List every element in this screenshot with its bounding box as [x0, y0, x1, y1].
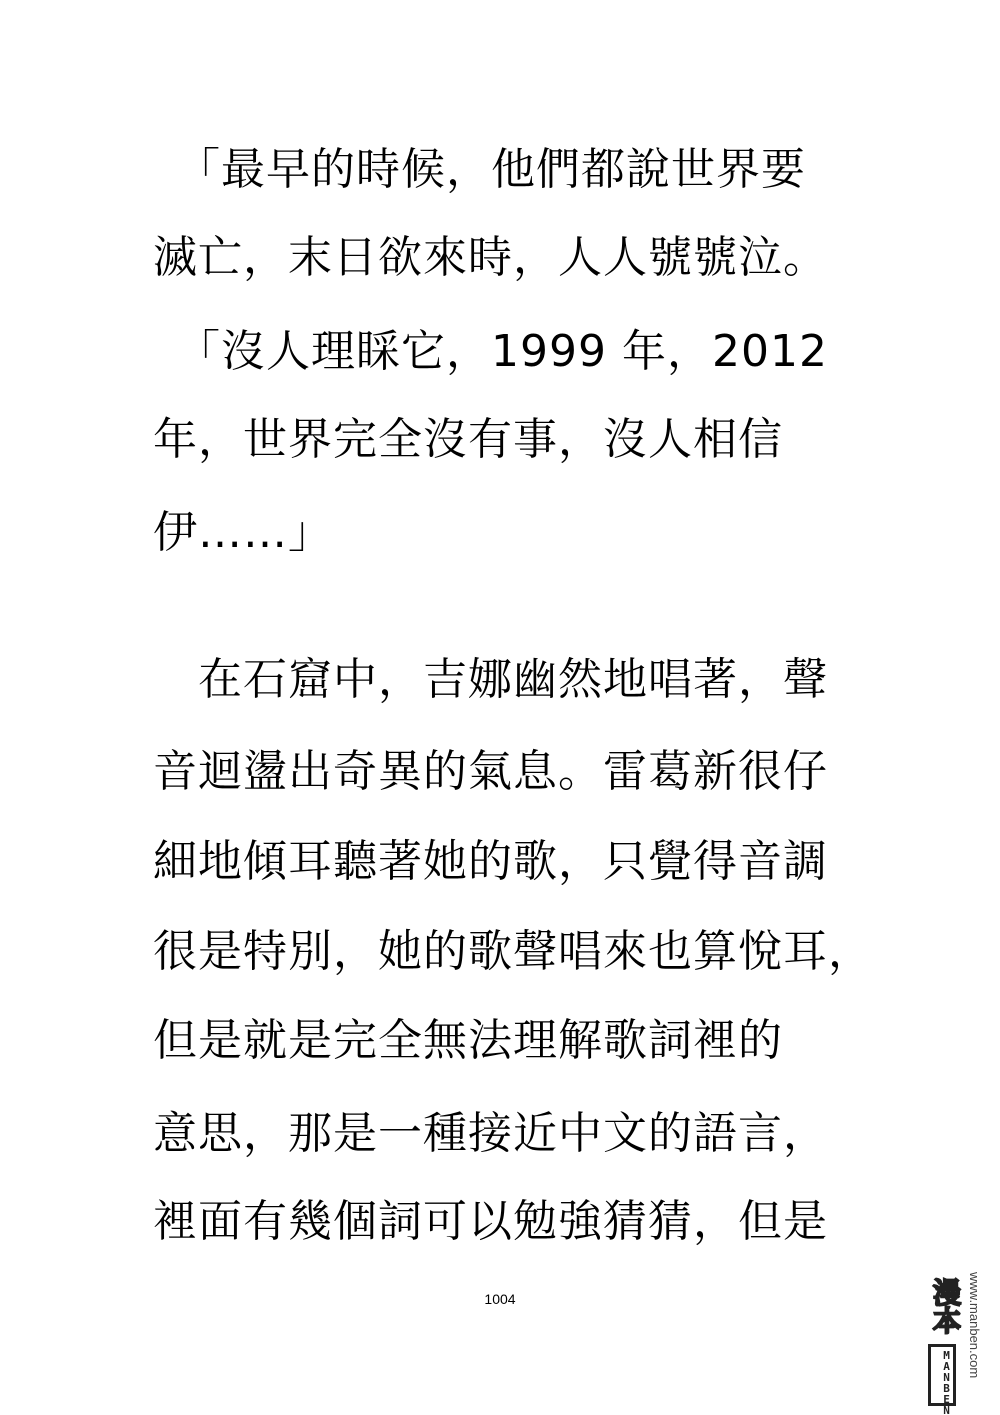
watermark-logo [928, 1268, 992, 1415]
page-number: 1004 [484, 1291, 516, 1307]
text-line-2: 滅亡，末日欲來時，人人號號泣。 [153, 232, 828, 283]
text-line-10: 但是就是完全無法理解歌詞裡的 [153, 1015, 783, 1066]
watermark-title: 漫本 [929, 1278, 962, 1334]
watermark-box: MANBEN [928, 1344, 956, 1406]
text-line-11: 意思，那是一種接近中文的語言， [153, 1108, 828, 1159]
text-line-8: 細地傾耳聽著她的歌，只覺得音調 [153, 836, 828, 887]
text-line-12: 裡面有幾個詞可以勉強猜猜，但是 [153, 1196, 828, 1247]
text-line-9: 很是特別，她的歌聲唱來也算悅耳， [153, 926, 873, 977]
text-line-7: 音迴盪出奇異的氣息。雷葛新很仔 [153, 746, 828, 797]
watermark-site: www.manben.com [967, 1272, 982, 1379]
text-line-4: 年，世界完全沒有事，沒人相信 [153, 414, 783, 465]
text-line-6: 在石窟中，吉娜幽然地唱著，聲 [153, 654, 828, 705]
text-line-3: 「沒人理睬它，1999 年，2012 [153, 326, 828, 377]
text-line-5: 伊……」 [153, 507, 333, 558]
text-line-1: 「最早的時候，他們都說世界要 [153, 144, 806, 195]
